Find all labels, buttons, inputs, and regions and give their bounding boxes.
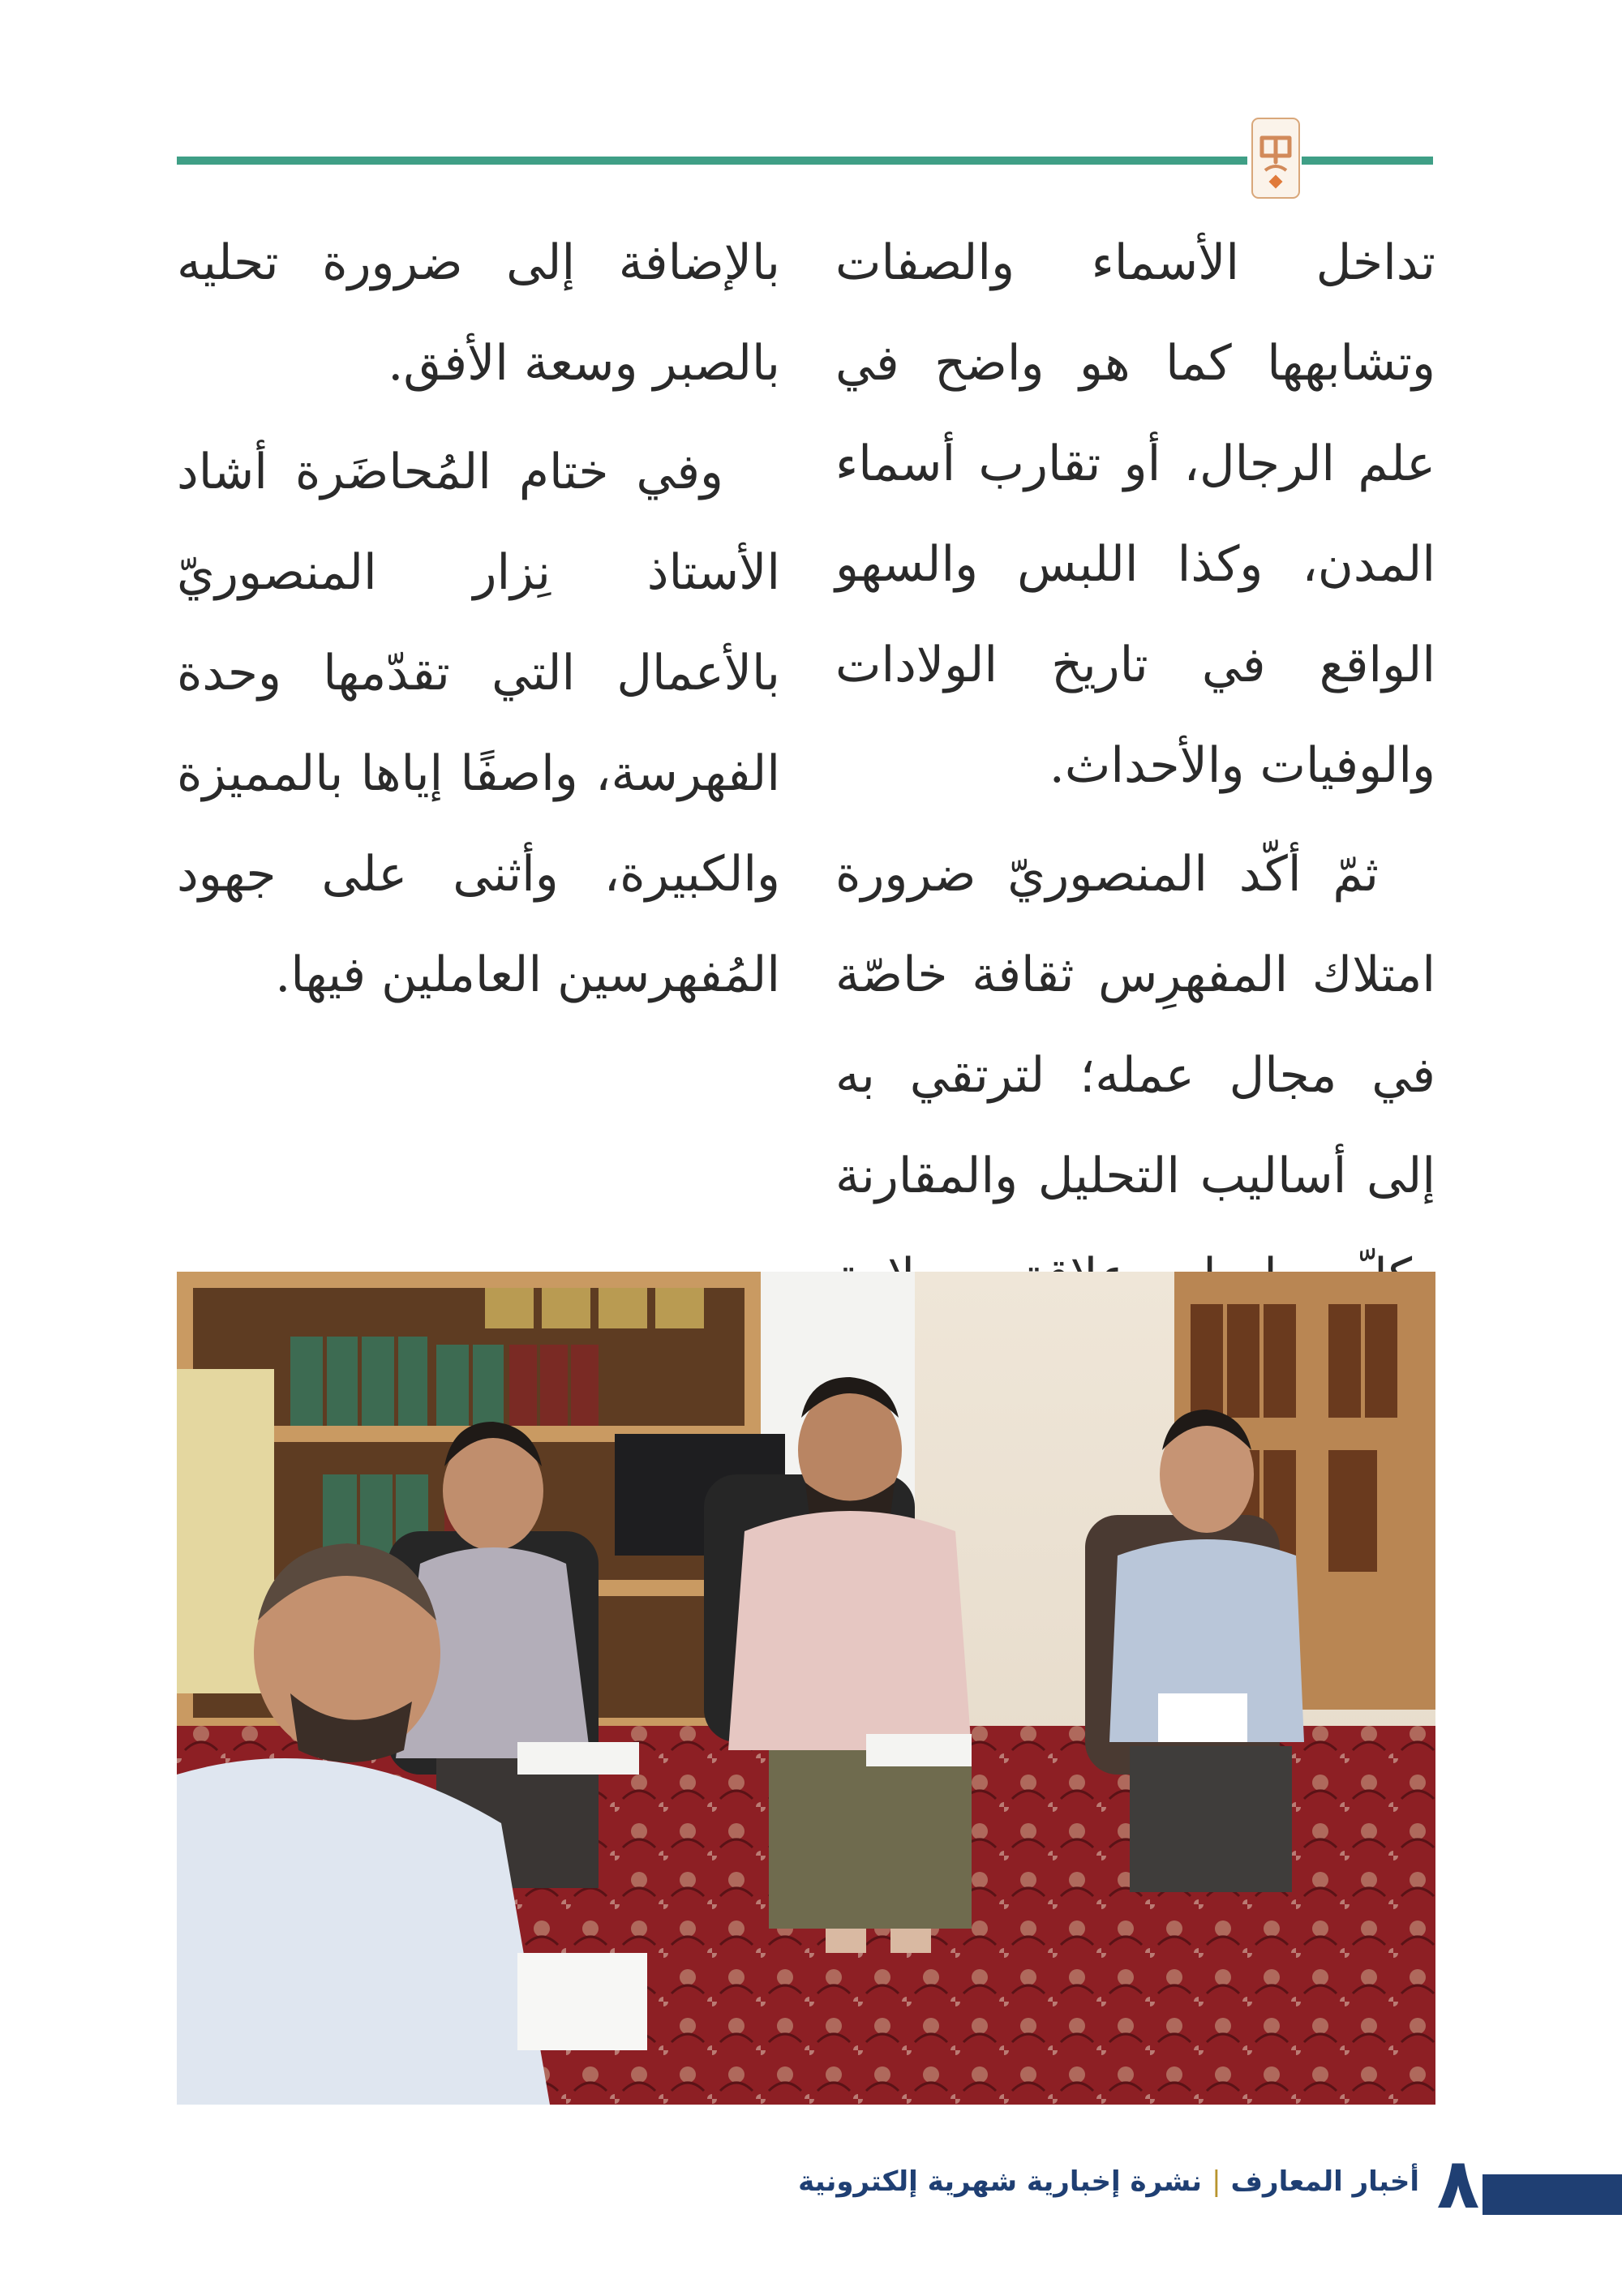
calligraphy-emblem-icon [1247, 114, 1304, 203]
publication-name: أخبار المعارف [1230, 2165, 1419, 2198]
page-number: ٨ [1436, 2144, 1480, 2225]
meeting-photo [177, 1272, 1435, 2105]
publication-subtitle: نشرة إخبارية شهرية إلكترونية [798, 2165, 1203, 2198]
footer-bar [1483, 2174, 1622, 2215]
header-rule-right [1302, 157, 1433, 165]
paragraph-left-2: وفي ختام المُحاضَرة أشاد الأستاذ نِزار المنصوريّ بالأعمال التي تقدّمها وحدة الفهرسة، واصفًا إياها بالمميزة والكبيرة، وأثنى على جهود المُفهرسين العاملين فيها. [177, 444, 780, 1003]
footer-publication [798, 2165, 1419, 2198]
article-column-left [177, 212, 780, 1025]
footer-separator: | [1212, 2165, 1221, 2198]
paragraph-left-1: بالإضافة إلى ضرورة تحليه بالصبر وسعة الأفق. [177, 234, 780, 392]
paragraph-right-1: تداخل الأسماء والصفات وتشابهها كما هو واضح في علم الرجال، أو تقارب أسماء المدن، وكذا اللبس والسهو الواقع في تاريخ الولادات والوفيات والأحداث. [835, 234, 1435, 794]
paragraph-right-2: ثمّ أكّد المنصوريّ ضرورة امتلاك المفهرِس ثقافة خاصّة في مجال عمله؛ لترتقي به إلى أساليب التحليل والمقارنة [835, 846, 1435, 1204]
header-rule-left [177, 157, 1247, 165]
article-column-right [835, 212, 1435, 1427]
